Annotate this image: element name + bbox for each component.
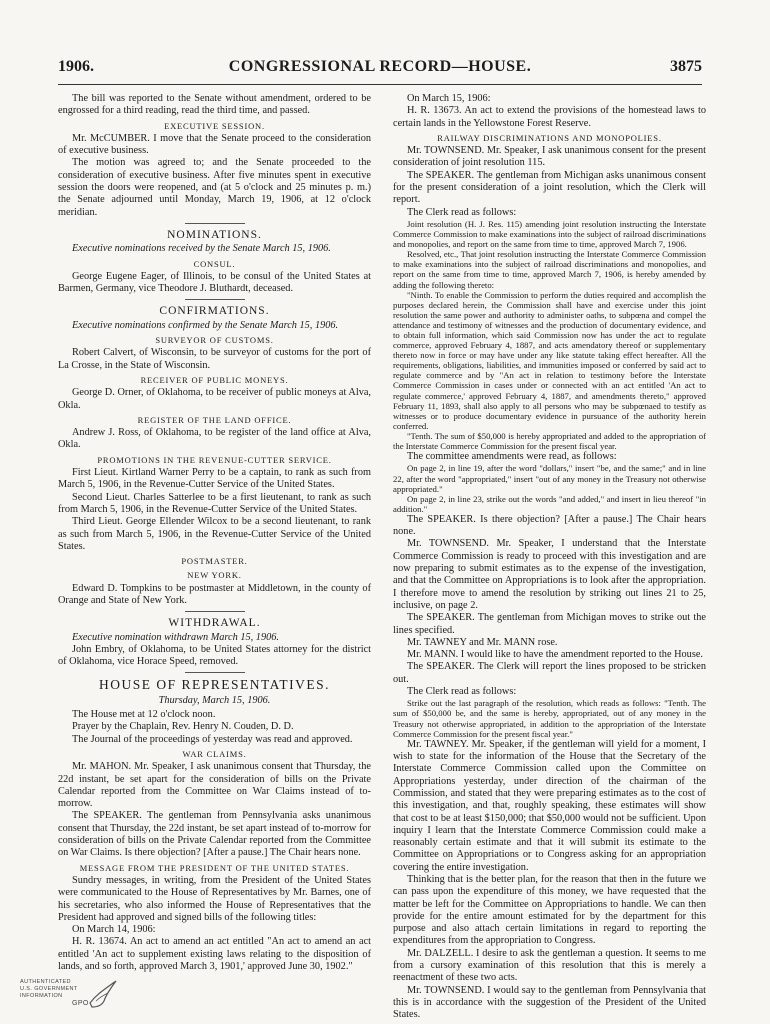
quoted-text: Strike out the last paragraph of the resolution, which reads as follows: "Tenth. The sum of $50,000 be, and the same is hereby, appropriated, out of any money in the Treasury not otherwise appropriated, in addition to the appropriation of the Interstate Commerce Commission for the present fiscal year." [393, 698, 706, 739]
gpo-line-2: U.S. GOVERNMENT [20, 986, 78, 992]
subsection-heading: EXECUTIVE SESSION. [164, 120, 265, 131]
header-page-number: 3875 [670, 58, 702, 75]
section-divider [185, 223, 245, 224]
paragraph: The SPEAKER. The Clerk will report the lines proposed to be stricken out. [393, 661, 706, 685]
paragraph: The Clerk read as follows: [407, 206, 517, 218]
paragraph: Mr. DALZELL. I desire to ask the gentleman a question. It seems to me from a cursory examination of this resolution that this is merely a reenactment of these two acts. [393, 947, 706, 984]
section-heading: NOMINATIONS. [167, 228, 262, 241]
subsection-heading: RECEIVER OF PUBLIC MONEYS. [140, 374, 289, 385]
paragraph: The motion was agreed to; and the Senate proceeded to the consideration of executive business. After five minutes spent in executive session the doors were reopened, and (at 5 o'clock and 25 minutes p. m.) the Senate adjourned until Monday, March 19, 1906, at 12 o'clock meridian. [58, 157, 371, 218]
paragraph: Mr. TAWNEY. Mr. Speaker, if the gentleman will yield for a moment, I wish to state for the information of the House that the Secretary of the Interstate Commerce Commission called upon the Committee on Appropriations yesterday, under direction of the chairman of the Commission, and stated that they were preparing estimates as to the cost of this investigation, and that, roughly speaking, these estimates will show that cost to be at least $150,000; that $50,000 would not be sufficient. Upon inquiry I learn that the Interstate Commerce Commission could make a reasonably certain estimate and that it will submit its estimate to the Committee on Appropriations or to Congress asking for an appropriation covering the entire investigation. [393, 738, 706, 873]
paragraph: The bill was reported to the Senate without amendment, ordered to be engrossed for a third reading, read the third time, and passed. [58, 93, 371, 117]
subsection-heading: SURVEYOR OF CUSTOMS. [155, 335, 274, 346]
paragraph: Thinking that is the better plan, for the reason that then in the future we can pass upon the expenditure of this money, we have requested that the matter be left for the Committee on Appropriations to handle. We can then provide for the entire amount estimated for by the department for this purpose and also attach certain limitations in regard to reporting the expenditures from the appropriation to Congress. [393, 873, 706, 947]
italic-caption: Executive nominations confirmed by the Senate March 15, 1906. [72, 319, 339, 331]
chamber-heading: HOUSE OF REPRESENTATIVES. [98, 677, 331, 693]
gpo-line-4: GPO [72, 1000, 89, 1007]
session-date: Thursday, March 15, 1906. [158, 694, 271, 706]
quoted-text: "Tenth. The sum of $50,000 is hereby appropriated and added to the appropriation of the Interstate Commerce Commission for the present fiscal year. [393, 430, 706, 452]
gpo-line-1: AUTHENTICATED [20, 979, 71, 985]
paragraph: The House met at 12 o'clock noon. [72, 709, 216, 721]
section-divider [185, 672, 245, 673]
subsection-heading: REGISTER OF THE LAND OFFICE. [137, 414, 292, 425]
paragraph: Robert Calvert, of Wisconsin, to be surveyor of customs for the port of La Crosse, in the State of Wisconsin. [58, 347, 371, 371]
paragraph: H. R. 13674. An act to amend an act entitled "An act to amend an act entitled 'An act to supplement existing laws relating to the disposition of lands, and so forth, approved March 3, 1901,' approved June 30, 1902." [58, 936, 371, 972]
gpo-line-3: INFORMATION [20, 993, 63, 999]
italic-caption: Executive nomination withdrawn March 15, 1906. [72, 631, 279, 643]
subsection-heading: NEW YORK. [187, 570, 242, 581]
eagle-icon [86, 977, 120, 1011]
gpo-authentication-seal [20, 975, 130, 1015]
section-divider [185, 611, 245, 612]
paragraph: Mr. MAHON. Mr. Speaker, I ask unanimous consent that Thursday, the 22d instant, be set apart for the consideration of bills on the Private Calendar reported from the Committee on War Claims instead of to-morrow. [58, 761, 371, 810]
paragraph: George Eugene Eager, of Illinois, to be consul of the United States at Barmen, Germany, vice Theodore J. Bluthardt, deceased. [58, 270, 371, 295]
quoted-text: On page 2, in line 19, after the word "dollars," insert "be, and the same;" and in line 22, after the word "appropriated," insert "out of any money in the Treasury not otherwise appropriated." [393, 463, 706, 494]
right-column [393, 93, 706, 1021]
paragraph: H. R. 13673. An act to extend the provisions of the homestead laws to certain lands in the Yellowstone Forest Reserve. [393, 105, 706, 129]
paragraph: The SPEAKER. Is there objection? [After a pause.] The Chair hears none. [393, 513, 706, 538]
header-rule [58, 84, 702, 85]
paragraph: Mr. TOWNSEND. Mr. Speaker, I ask unanimous consent for the present consideration of joint resolution 115. [393, 145, 706, 169]
subsection-heading: RAILWAY DISCRIMINATIONS AND MONOPOLIES. [437, 132, 662, 143]
paragraph: Mr. MANN. I would like to have the amendment reported to the House. [407, 649, 703, 661]
paragraph: The Clerk read as follows: [407, 686, 517, 698]
section-heading: CONFIRMATIONS. [159, 305, 270, 318]
paragraph: The SPEAKER. The gentleman from Michigan moves to strike out the lines specified. [393, 612, 706, 636]
section-heading: WITHDRAWAL. [168, 617, 261, 630]
paragraph: On March 15, 1906: [407, 93, 491, 104]
paragraph: Third Lieut. George Ellender Wilcox to be a second lieutenant, to rank as such from March 5, 1906, in the Revenue-Cutter Service of the United States. [58, 516, 371, 552]
quoted-text: Joint resolution (H. J. Res. 115) amending joint resolution instructing the Interstate Commerce Commission to make examinations into the subject of railroad discriminations and monopolies, and report on the same from time to time, approved March 7, 1906. [393, 218, 706, 250]
paragraph: The committee amendments were read, as follows: [407, 451, 617, 463]
paragraph: The SPEAKER. The gentleman from Michigan asks unanimous consent for the present consideration of a joint resolution, which the Clerk will report. [393, 169, 706, 206]
paragraph: Mr. TOWNSEND. I would say to the gentleman from Pennsylvania that this is in accordance with the suggestion of the President of the United States. [393, 984, 706, 1021]
paragraph: The SPEAKER. The gentleman from Pennsylvania asks unanimous consent that Thursday, the 22d instant, be set apart instead of to-morrow for consideration of bills on the Private Calendar reported from the Committee on War Claims. Is there objection? [After a pause.] The Chair hears none. [58, 810, 371, 859]
quoted-text: On page 2, in line 23, strike out the words "and added," and insert in lieu thereof "in addition." [393, 493, 706, 514]
header-title: CONGRESSIONAL RECORD—HOUSE. [228, 58, 532, 75]
italic-caption: Executive nominations received by the Senate March 15, 1906. [72, 243, 331, 255]
paragraph: Mr. TAWNEY and Mr. MANN rose. [407, 636, 558, 648]
paragraph: Edward D. Tompkins to be postmaster at Middletown, in the county of Orange and State of New York. [58, 582, 371, 606]
subsection-heading: CONSUL. [193, 258, 236, 269]
subsection-heading: PROMOTIONS IN THE REVENUE-CUTTER SERVICE. [97, 454, 332, 465]
paragraph: George D. Orner, of Oklahoma, to be receiver of public moneys at Alva, Okla. [58, 387, 371, 411]
paragraph: Mr. McCUMBER. I move that the Senate proceed to the consideration of executive business. [58, 132, 371, 157]
paragraph: On March 14, 1906: [72, 924, 156, 936]
quoted-text: Resolved, etc., That joint resolution instructing the Interstate Commerce Commission to make examinations into the subject of railroad discriminations and monopolies, and report on the same from time to time, approved March 7, 1906, is hereby amended by adding the following thereto: [393, 249, 706, 290]
quoted-text: "Ninth. To enable the Commission to perform the duties required and accomplish the purposes declared herein, the Commission shall have and exercise under this joint resolution the same power and authority to administer oaths, to subpœna and compel the attendance and testimony of witnesses and the production of documentary evidence, and to obtain full information, which said Commission now has under the act to regulate commerce, approved February 4, 1887, and acts amendatory thereof or supplementary thereto now in force or may have under any like statute taking effect hereafter. All the requirements, obligations, liabilities, and immunities imposed or conferred by said act to regulate commerce and by "An act in relation to testimony before the Interstate Commerce Commission in cases under or connected with an act entitled 'An act to regulate commerce,' approved February 4, 1887, and amendments thereto," approved February 11, 1893, shall also apply to all persons who may be subpœnaed to testify as witnesses or to produce documentary evidence in pursuance of the authority herein conferred. [393, 289, 706, 431]
paragraph: Second Lieut. Charles Satterlee to be a first lieutenant, to rank as such from March 5, 1906, in the Revenue-Cutter Service of the United States. [58, 491, 371, 515]
subsection-heading: MESSAGE FROM THE PRESIDENT OF THE UNITED STATES. [79, 862, 350, 873]
subsection-heading: WAR CLAIMS. [182, 748, 247, 759]
paragraph: Mr. TOWNSEND. Mr. Speaker, I understand that the Interstate Commerce Commission is ready to proceed with this investigation and are now preparing to submit estimates as to the expense of the investigation, and that the Committee on Appropriations is to look after the appropriation. I therefore move to amend the resolution by striking out lines 21 to 25, inclusive, on page 2. [393, 538, 706, 611]
page-header [58, 58, 702, 80]
left-column [58, 93, 371, 973]
subsection-heading: POSTMASTER. [181, 556, 248, 567]
paragraph: Prayer by the Chaplain, Rev. Henry N. Couden, D. D. [72, 721, 294, 733]
section-divider [185, 299, 245, 300]
paragraph: John Embry, of Oklahoma, to be United States attorney for the district of Oklahoma, vice Horace Speed, removed. [58, 643, 371, 668]
header-year: 1906. [58, 58, 94, 75]
paragraph: Andrew J. Ross, of Oklahoma, to be register of the land office at Alva, Okla. [58, 427, 371, 451]
paragraph: Sundry messages, in writing, from the President of the United States were communicated to the House of Representatives by Mr. Barnes, one of his secretaries, who also informed the House of Representatives that the President had approved and signed bills of the following titles: [58, 874, 371, 923]
paragraph: The Journal of the proceedings of yesterday was read and approved. [72, 733, 353, 745]
paragraph: First Lieut. Kirtland Warner Perry to be a captain, to rank as such from March 5, 1906, in the Revenue-Cutter Service of the United States. [58, 467, 371, 491]
